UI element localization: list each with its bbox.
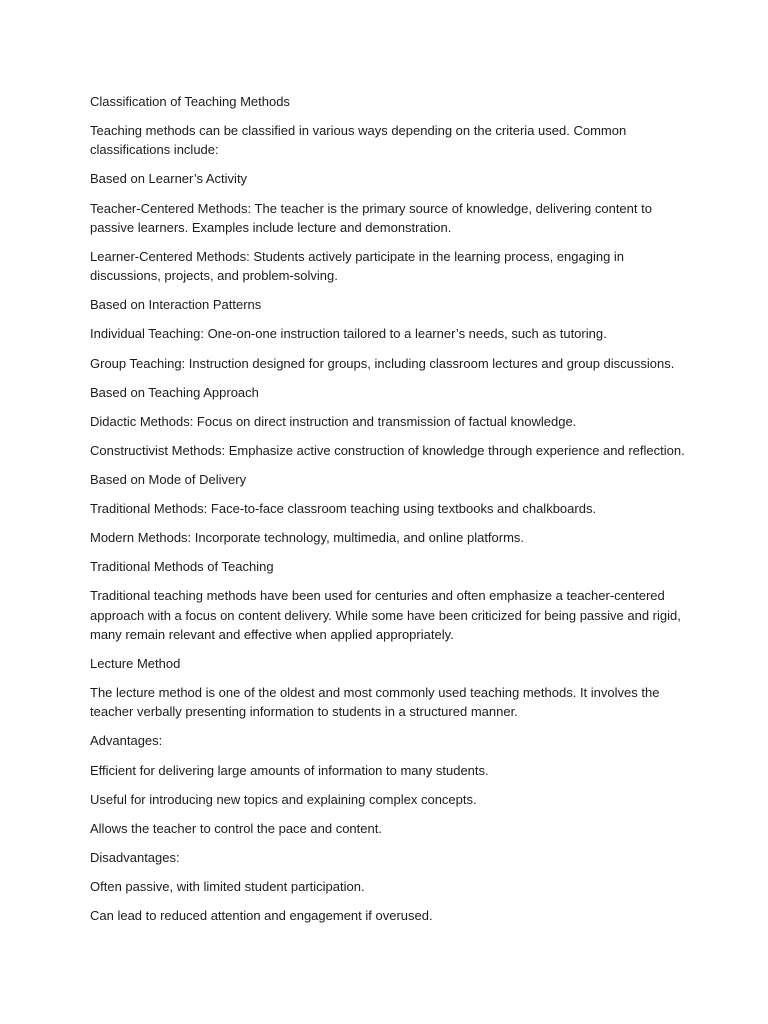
section-heading-traditional-teaching: Traditional Methods of Teaching: [90, 559, 274, 575]
advantage-item: Useful for introducing new topics and explaining complex concepts.: [90, 791, 477, 807]
section-heading-lecture-method: Lecture Method: [90, 655, 181, 671]
section-heading-teaching-approach: Based on Teaching Approach: [90, 384, 259, 400]
paragraph-individual-teaching: Individual Teaching: One-on-one instruction tailored to a learner’s needs, such as tutoring.: [90, 326, 607, 342]
advantages-heading: Advantages:: [90, 733, 163, 749]
paragraph-lecture-description: The lecture method is one of the oldest and most commonly used teaching methods. It involves the teacher verbally presenting information to students in a structured manner.: [90, 685, 660, 720]
paragraph-traditional-methods: Traditional Methods: Face-to-face classroom teaching using textbooks and chalkboards.: [90, 501, 597, 517]
paragraph-didactic: Didactic Methods: Focus on direct instruction and transmission of factual knowledge.: [90, 413, 577, 429]
section-heading-mode-of-delivery: Based on Mode of Delivery: [90, 471, 247, 487]
paragraph-teacher-centered: Teacher-Centered Methods: The teacher is the primary source of knowledge, delivering content to passive learners. Examples include lecture and demonstration.: [90, 200, 652, 235]
intro-paragraph: Teaching methods can be classified in various ways depending on the criteria used. Common classifications include:: [90, 123, 627, 158]
paragraph-constructivist: Constructivist Methods: Emphasize active construction of knowledge through experience and reflection.: [90, 442, 685, 458]
section-heading-interaction-patterns: Based on Interaction Patterns: [90, 297, 262, 313]
advantage-item: Allows the teacher to control the pace and content.: [90, 820, 382, 836]
document-title: Classification of Teaching Methods: [90, 94, 290, 109]
paragraph-group-teaching: Group Teaching: Instruction designed for groups, including classroom lectures and group discussions.: [90, 355, 675, 371]
disadvantage-item: Can lead to reduced attention and engagement if overused.: [90, 908, 433, 924]
advantage-item: Efficient for delivering large amounts of information to many students.: [90, 762, 489, 778]
disadvantage-item: Often passive, with limited student participation.: [90, 878, 365, 894]
paragraph-learner-centered: Learner-Centered Methods: Students actively participate in the learning process, engaging in discussions, projects, and problem-solving.: [90, 248, 625, 284]
section-heading-learner-activity: Based on Learner’s Activity: [90, 171, 248, 187]
paragraph-traditional-overview: Traditional teaching methods have been used for centuries and often emphasize a teacher-centered approach with a focus on content delivery. While some have been criticized for being passive and rigid, many remain relevant and effective when applied appropriately.: [90, 588, 681, 642]
disadvantages-heading: Disadvantages:: [90, 849, 180, 865]
paragraph-modern-methods: Modern Methods: Incorporate technology, multimedia, and online platforms.: [90, 530, 525, 546]
document-body: [90, 92, 690, 935]
